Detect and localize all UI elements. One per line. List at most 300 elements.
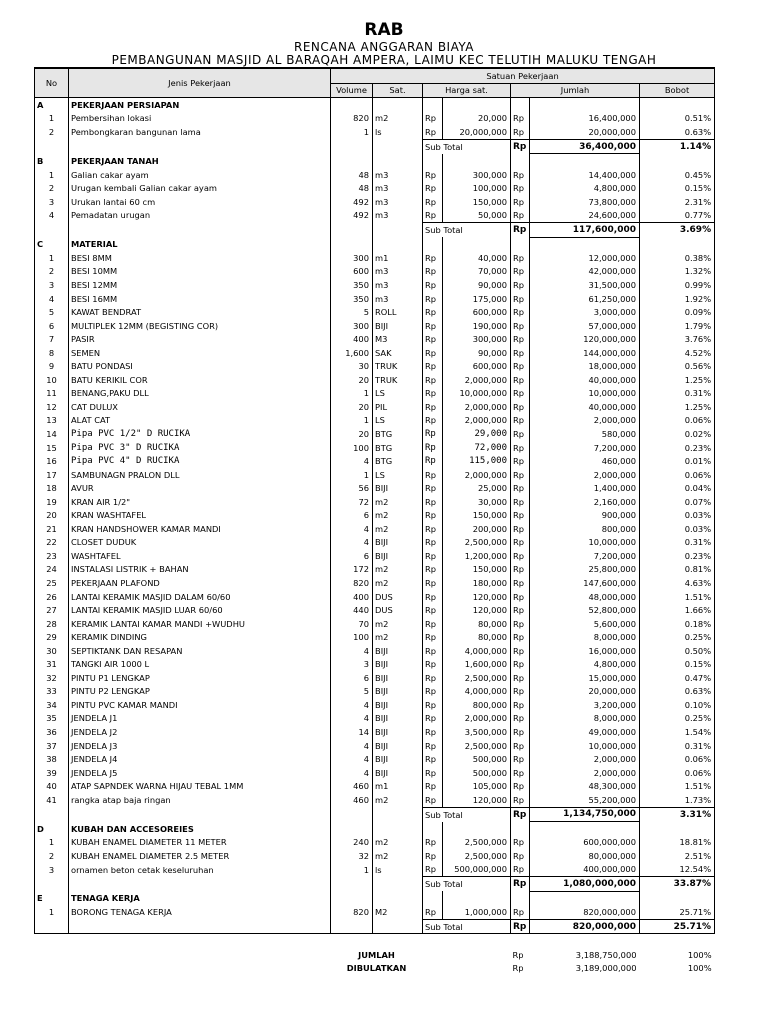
item-price-currency: Rp (423, 658, 443, 672)
item-total: 15,000,000 (530, 671, 640, 685)
item-volume: 300 (331, 319, 373, 333)
item-volume: 72 (331, 495, 373, 509)
section-row (35, 98, 715, 112)
item-name: rangka atap baja ringan (69, 793, 331, 807)
item-name: KRAN WASHTAFEL (69, 509, 331, 523)
item-weight: 0.03% (640, 522, 715, 536)
item-no: 12 (35, 400, 69, 414)
item-total: 61,250,000 (530, 292, 640, 306)
item-price-currency: Rp (423, 468, 443, 482)
item-no: 2 (35, 181, 69, 195)
item-price-currency: Rp (423, 427, 443, 441)
item-unit: BIJI (373, 739, 423, 753)
item-total-currency: Rp (511, 590, 530, 604)
item-price-currency: Rp (423, 346, 443, 360)
item-volume: 4 (331, 698, 373, 712)
item-name: KRAN HANDSHOWER KAMAR MANDI (69, 522, 331, 536)
item-total-currency: Rp (511, 454, 530, 468)
item-unit: m2 (373, 495, 423, 509)
item-unit-price: 2,500,000 (443, 671, 511, 685)
item-total-currency: Rp (511, 725, 530, 739)
item-unit-price: 2,000,000 (443, 712, 511, 726)
item-no: 2 (35, 265, 69, 279)
item-no: 22 (35, 536, 69, 550)
item-unit: m2 (373, 112, 423, 126)
item-total-currency: Rp (511, 522, 530, 536)
item-unit-price: 500,000,000 (443, 863, 511, 877)
table-row (35, 332, 715, 346)
item-unit: BTG (373, 454, 423, 468)
item-name: BESI 12MM (69, 278, 331, 292)
item-unit-price: 100,000 (443, 181, 511, 195)
table-row (35, 712, 715, 726)
item-total: 2,160,000 (530, 495, 640, 509)
item-total-currency: Rp (511, 752, 530, 766)
item-unit: ROLL (373, 305, 423, 319)
item-price-currency: Rp (423, 332, 443, 346)
item-volume: 4 (331, 712, 373, 726)
item-price-currency: Rp (423, 454, 443, 468)
item-volume: 14 (331, 725, 373, 739)
item-total-currency: Rp (511, 125, 530, 139)
item-volume: 20 (331, 427, 373, 441)
item-volume: 48 (331, 181, 373, 195)
table-row (35, 441, 715, 455)
item-total: 49,000,000 (530, 725, 640, 739)
item-no: 29 (35, 630, 69, 644)
item-unit-price: 90,000 (443, 278, 511, 292)
item-no: 4 (35, 208, 69, 222)
table-row (35, 685, 715, 699)
item-total: 18,000,000 (530, 359, 640, 373)
item-unit: BIJI (373, 319, 423, 333)
item-total-currency: Rp (511, 265, 530, 279)
table-row (35, 630, 715, 644)
item-weight: 0.25% (640, 630, 715, 644)
item-no: 1 (35, 251, 69, 265)
item-total: 52,800,000 (530, 603, 640, 617)
item-unit-price: 175,000 (443, 292, 511, 306)
item-weight: 0.15% (640, 181, 715, 195)
item-unit: m3 (373, 181, 423, 195)
item-price-currency: Rp (423, 208, 443, 222)
item-unit: BIJI (373, 549, 423, 563)
item-total: 7,200,000 (530, 549, 640, 563)
table-row (35, 481, 715, 495)
item-volume: 1 (331, 387, 373, 401)
item-total-currency: Rp (511, 509, 530, 523)
item-price-currency: Rp (423, 739, 443, 753)
item-weight: 0.50% (640, 644, 715, 658)
item-volume: 20 (331, 373, 373, 387)
page-subtitle: RENCANA ANGGARAN BIAYA (294, 40, 474, 54)
table-row (35, 112, 715, 126)
item-weight: 0.81% (640, 563, 715, 577)
rab-table (34, 67, 715, 975)
table-row (35, 346, 715, 360)
item-no: 20 (35, 509, 69, 523)
item-name: JENDELA J5 (69, 766, 331, 780)
item-weight: 0.06% (640, 468, 715, 482)
item-name: JENDELA J2 (69, 725, 331, 739)
subtotal-currency: Rp (511, 807, 530, 822)
item-weight: 2.51% (640, 849, 715, 863)
item-unit-price: 105,000 (443, 779, 511, 793)
item-total: 12,000,000 (530, 251, 640, 265)
item-volume: 4 (331, 644, 373, 658)
item-total: 3,200,000 (530, 698, 640, 712)
item-unit-price: 500,000 (443, 766, 511, 780)
item-name: JENDELA J4 (69, 752, 331, 766)
item-weight: 0.25% (640, 712, 715, 726)
item-unit: m2 (373, 576, 423, 590)
item-volume: 4 (331, 739, 373, 753)
item-total-currency: Rp (511, 603, 530, 617)
item-unit-price: 180,000 (443, 576, 511, 590)
item-unit: m2 (373, 836, 423, 850)
table-row (35, 766, 715, 780)
item-unit-price: 40,000 (443, 251, 511, 265)
item-no: 32 (35, 671, 69, 685)
col-sat-header: Sat. (373, 83, 423, 98)
subtotal-row (35, 919, 715, 934)
total-weight: 100% (687, 949, 712, 960)
item-unit: SAK (373, 346, 423, 360)
table-row (35, 373, 715, 387)
item-price-currency: Rp (423, 712, 443, 726)
item-price-currency: Rp (423, 251, 443, 265)
item-unit-price: 120,000 (443, 793, 511, 807)
item-volume: 820 (331, 905, 373, 919)
table-row (35, 536, 715, 550)
table-row (35, 698, 715, 712)
table-row (35, 644, 715, 658)
item-volume: 5 (331, 305, 373, 319)
item-total: 2,000,000 (530, 414, 640, 428)
item-weight: 0.15% (640, 658, 715, 672)
subtotal-row (35, 807, 715, 822)
item-name: PINTU PVC KAMAR MANDI (69, 698, 331, 712)
item-weight: 0.07% (640, 495, 715, 509)
table-row (35, 387, 715, 401)
table-row (35, 454, 715, 468)
item-unit: BIJI (373, 712, 423, 726)
total-row (35, 962, 715, 976)
item-name: BATU KERIKIL COR (69, 373, 331, 387)
item-total-currency: Rp (511, 671, 530, 685)
item-total-currency: Rp (511, 400, 530, 414)
item-total-currency: Rp (511, 346, 530, 360)
item-total: 144,000,000 (530, 346, 640, 360)
item-price-currency: Rp (423, 752, 443, 766)
item-unit: M3 (373, 332, 423, 346)
item-no: 3 (35, 195, 69, 209)
item-no: 26 (35, 590, 69, 604)
item-total: 2,000,000 (530, 468, 640, 482)
item-weight: 0.06% (640, 752, 715, 766)
item-volume: 1 (331, 863, 373, 877)
item-unit-price: 10,000,000 (443, 387, 511, 401)
item-price-currency: Rp (423, 265, 443, 279)
item-no: 3 (35, 863, 69, 877)
item-unit-price: 190,000 (443, 319, 511, 333)
table-row (35, 603, 715, 617)
item-name: INSTALASI LISTRIK + BAHAN (69, 563, 331, 577)
item-unit-price: 120,000 (443, 590, 511, 604)
item-name: Urukan lantai 60 cm (69, 195, 331, 209)
item-total: 900,000 (530, 509, 640, 523)
subtotal-currency: Rp (511, 919, 530, 934)
section-row (35, 822, 715, 836)
subtotal-weight: 25.71% (640, 919, 715, 934)
item-total: 31,500,000 (530, 278, 640, 292)
item-unit: ls (373, 863, 423, 877)
item-unit: BIJI (373, 685, 423, 699)
item-total: 73,800,000 (530, 195, 640, 209)
item-no: 38 (35, 752, 69, 766)
item-volume: 4 (331, 766, 373, 780)
item-no: 9 (35, 359, 69, 373)
item-price-currency: Rp (423, 414, 443, 428)
item-name: PASIR (69, 332, 331, 346)
table-row (35, 208, 715, 222)
item-unit: m3 (373, 292, 423, 306)
item-total-currency: Rp (511, 576, 530, 590)
item-name: TANGKI AIR 1000 L (69, 658, 331, 672)
item-name: PINTU P2 LENGKAP (69, 685, 331, 699)
item-price-currency: Rp (423, 590, 443, 604)
item-no: 39 (35, 766, 69, 780)
item-name: KRAN AIR 1/2" (69, 495, 331, 509)
item-name: ALAT CAT (69, 414, 331, 428)
item-name: Urugan kembali Galian cakar ayam (69, 181, 331, 195)
table-row (35, 739, 715, 753)
item-unit: BIJI (373, 671, 423, 685)
section-code: E (35, 891, 69, 905)
item-name: Pembongkaran bangunan lama (69, 125, 331, 139)
item-name: BENANG,PAKU DLL (69, 387, 331, 401)
section-code: B (35, 154, 69, 168)
table-row (35, 905, 715, 919)
item-total: 8,000,000 (530, 630, 640, 644)
item-total: 8,000,000 (530, 712, 640, 726)
item-total: 80,000,000 (530, 849, 640, 863)
item-name: Pipa PVC 1/2" D RUCIKA (69, 427, 331, 441)
item-unit-price: 80,000 (443, 630, 511, 644)
table-row (35, 292, 715, 306)
item-unit-price: 115,000 (443, 454, 511, 468)
item-total-currency: Rp (511, 563, 530, 577)
project-title: PEMBANGUNAN MASJID AL BARAQAH AMPERA, LAIMU KEC TELUTIH MALUKU TENGAH (111, 53, 657, 67)
item-total: 2,000,000 (530, 766, 640, 780)
item-total-currency: Rp (511, 698, 530, 712)
item-weight: 1.92% (640, 292, 715, 306)
item-no: 24 (35, 563, 69, 577)
item-unit-price: 90,000 (443, 346, 511, 360)
item-total: 48,000,000 (530, 590, 640, 604)
item-unit-price: 600,000 (443, 359, 511, 373)
item-price-currency: Rp (423, 400, 443, 414)
item-unit: BTG (373, 427, 423, 441)
item-volume: 240 (331, 836, 373, 850)
item-total: 460,000 (530, 454, 640, 468)
subtotal-currency: Rp (511, 877, 530, 892)
item-volume: 48 (331, 168, 373, 182)
table-body (35, 98, 715, 976)
subtotal-weight: 33.87% (640, 877, 715, 892)
item-volume: 1 (331, 468, 373, 482)
item-no: 5 (35, 305, 69, 319)
item-price-currency: Rp (423, 685, 443, 699)
item-total: 10,000,000 (530, 739, 640, 753)
item-total: 7,200,000 (530, 441, 640, 455)
table-row (35, 427, 715, 441)
item-total-currency: Rp (511, 658, 530, 672)
item-no: 2 (35, 125, 69, 139)
item-total-currency: Rp (511, 905, 530, 919)
item-price-currency: Rp (423, 603, 443, 617)
item-weight: 0.09% (640, 305, 715, 319)
item-unit-price: 2,500,000 (443, 536, 511, 550)
item-total: 16,400,000 (530, 112, 640, 126)
item-price-currency: Rp (423, 671, 443, 685)
item-total: 40,000,000 (530, 400, 640, 414)
table-row (35, 305, 715, 319)
item-unit-price: 1,000,000 (443, 905, 511, 919)
item-total: 120,000,000 (530, 332, 640, 346)
table-row (35, 563, 715, 577)
item-name: KERAMIK DINDING (69, 630, 331, 644)
item-weight: 4.63% (640, 576, 715, 590)
item-unit: BIJI (373, 752, 423, 766)
item-price-currency: Rp (423, 698, 443, 712)
item-total-currency: Rp (511, 414, 530, 428)
item-name: LANTAI KERAMIK MASJID LUAR 60/60 (69, 603, 331, 617)
col-harga-header: Harga sat. (423, 83, 511, 98)
table-row (35, 617, 715, 631)
item-volume: 820 (331, 576, 373, 590)
col-satuan-header: Satuan Pekerjaan (331, 68, 715, 83)
item-weight: 0.47% (640, 671, 715, 685)
table-row (35, 671, 715, 685)
item-weight: 1.79% (640, 319, 715, 333)
item-price-currency: Rp (423, 644, 443, 658)
item-name: WASHTAFEL (69, 549, 331, 563)
item-unit: BIJI (373, 658, 423, 672)
item-unit: m3 (373, 208, 423, 222)
item-unit: m2 (373, 849, 423, 863)
item-name: BATU PONDASI (69, 359, 331, 373)
item-price-currency: Rp (423, 905, 443, 919)
item-volume: 6 (331, 549, 373, 563)
col-no-header: No (35, 68, 69, 98)
item-unit: BTG (373, 441, 423, 455)
subtotal-amount: 820,000,000 (530, 919, 640, 934)
item-unit-price: 300,000 (443, 168, 511, 182)
item-total-currency: Rp (511, 685, 530, 699)
item-volume: 6 (331, 509, 373, 523)
item-weight: 0.10% (640, 698, 715, 712)
item-no: 21 (35, 522, 69, 536)
subtotal-weight: 1.14% (640, 139, 715, 154)
table-row (35, 168, 715, 182)
item-total: 40,000,000 (530, 373, 640, 387)
item-volume: 70 (331, 617, 373, 631)
item-no: 17 (35, 468, 69, 482)
item-no: 25 (35, 576, 69, 590)
item-weight: 0.06% (640, 414, 715, 428)
item-volume: 300 (331, 251, 373, 265)
item-total-currency: Rp (511, 441, 530, 455)
item-weight: 0.77% (640, 208, 715, 222)
item-name: BESI 10MM (69, 265, 331, 279)
item-unit-price: 80,000 (443, 617, 511, 631)
item-price-currency: Rp (423, 509, 443, 523)
item-no: 16 (35, 454, 69, 468)
item-unit: m2 (373, 793, 423, 807)
item-unit-price: 70,000 (443, 265, 511, 279)
item-unit: PIL (373, 400, 423, 414)
item-weight: 0.63% (640, 125, 715, 139)
total-amount: 3,189,000,000 (575, 963, 637, 974)
item-name: CLOSET DUDUK (69, 536, 331, 550)
item-unit-price: 1,600,000 (443, 658, 511, 672)
item-weight: 1.32% (640, 265, 715, 279)
item-total: 24,600,000 (530, 208, 640, 222)
col-volume-header: Volume (331, 83, 373, 98)
item-no: 11 (35, 387, 69, 401)
item-volume: 492 (331, 208, 373, 222)
item-unit: m3 (373, 195, 423, 209)
item-unit: DUS (373, 603, 423, 617)
item-weight: 3.76% (640, 332, 715, 346)
subtotal-amount: 36,400,000 (530, 139, 640, 154)
section-row (35, 154, 715, 168)
item-weight: 1.51% (640, 779, 715, 793)
item-volume: 3 (331, 658, 373, 672)
item-unit-price: 300,000 (443, 332, 511, 346)
item-total-currency: Rp (511, 766, 530, 780)
item-unit: BIJI (373, 481, 423, 495)
item-no: 4 (35, 292, 69, 306)
item-unit-price: 2,000,000 (443, 414, 511, 428)
subtotal-amount: 117,600,000 (530, 223, 640, 238)
item-volume: 400 (331, 332, 373, 346)
item-total-currency: Rp (511, 739, 530, 753)
subtotal-label: Sub Total (423, 877, 511, 892)
table-row (35, 522, 715, 536)
item-weight: 0.03% (640, 509, 715, 523)
total-weight: 100% (687, 963, 712, 974)
table-row (35, 576, 715, 590)
item-total-currency: Rp (511, 251, 530, 265)
table-row (35, 863, 715, 877)
total-amount: 3,188,750,000 (575, 949, 637, 960)
item-price-currency: Rp (423, 168, 443, 182)
item-total-currency: Rp (511, 359, 530, 373)
item-unit-price: 29,000 (443, 427, 511, 441)
item-weight: 1.51% (640, 590, 715, 604)
item-no: 15 (35, 441, 69, 455)
item-total: 2,000,000 (530, 752, 640, 766)
item-weight: 12.54% (640, 863, 715, 877)
item-price-currency: Rp (423, 195, 443, 209)
item-unit-price: 3,500,000 (443, 725, 511, 739)
total-currency: Rp (512, 963, 524, 974)
item-volume: 172 (331, 563, 373, 577)
item-name: BORONG TENAGA KERJA (69, 905, 331, 919)
section-code: A (35, 98, 69, 112)
